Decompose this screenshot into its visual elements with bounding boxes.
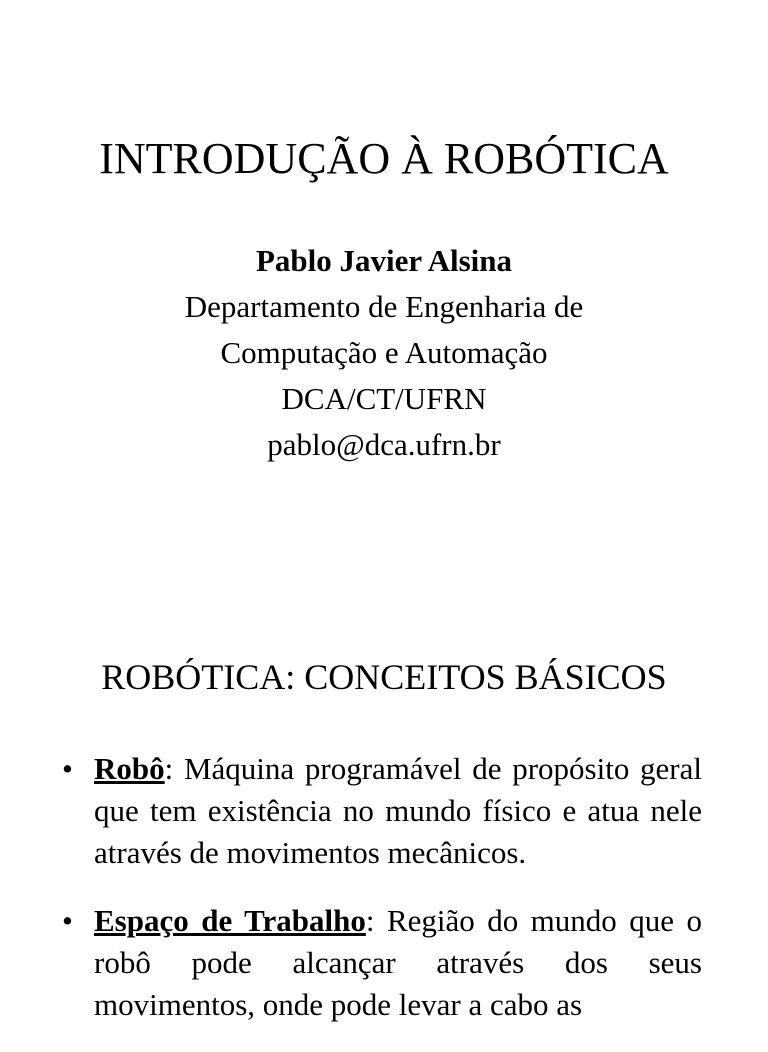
bullet-icon: • (62, 751, 73, 786)
institution: DCA/CT/UFRN (281, 381, 487, 416)
author-block (0, 238, 768, 468)
bullet-icon: • (62, 903, 73, 938)
term-espaco-de-trabalho: Espaço de Trabalho (94, 903, 366, 938)
definition-text: : Máquina programável de propósito geral que tem existência no mundo físico e atua nele através de movimentos mecânicos. (94, 751, 702, 870)
department-line-1: Departamento de Engenharia de (184, 289, 584, 324)
concepts-list (62, 748, 702, 1052)
list-item (62, 748, 702, 874)
department-line-2: Computação e Automação (220, 335, 548, 370)
definition-text: : Região do mundo que o robô pode alcançar através dos seus movimentos, onde pode levar a cabo as (94, 903, 702, 1022)
author-name: Pablo Javier Alsina (255, 243, 513, 278)
section-title: ROBÓTICA: CONCEITOS BÁSICOS (101, 657, 667, 697)
term-robo: Robô (94, 751, 165, 786)
slide-title: INTRODUÇÃO À ROBÓTICA (99, 134, 669, 183)
email-address: pablo@dca.ufrn.br (267, 427, 501, 462)
list-item (62, 900, 702, 1026)
